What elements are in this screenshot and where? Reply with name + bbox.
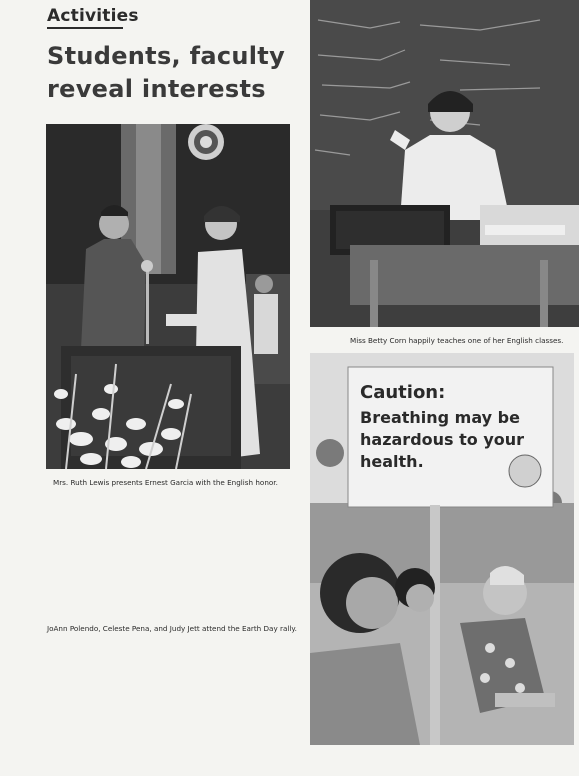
teacher-caption: Miss Betty Corn happily teaches one of her English classes. (350, 336, 564, 345)
award-presentation-caption: Mrs. Ruth Lewis presents Ernest Garcia with the English honor. (53, 478, 278, 487)
section-label: Activities (47, 6, 139, 26)
sign-line-3: hazardous to your (360, 430, 525, 449)
earth-day-rally-photo (310, 353, 574, 745)
sign-line-2: Breathing may be (360, 408, 520, 427)
sign-line-4: health. (360, 452, 424, 471)
page-headline: Students, faculty reveal interests (47, 42, 286, 103)
sign-line-1: Caution: (360, 382, 446, 403)
section-underline (47, 27, 123, 29)
earth-day-caption: JoAnn Polendo, Celeste Pena, and Judy Jett attend the Earth Day rally. (47, 624, 297, 633)
award-presentation-photo (46, 124, 290, 469)
teacher-photo (310, 0, 579, 327)
